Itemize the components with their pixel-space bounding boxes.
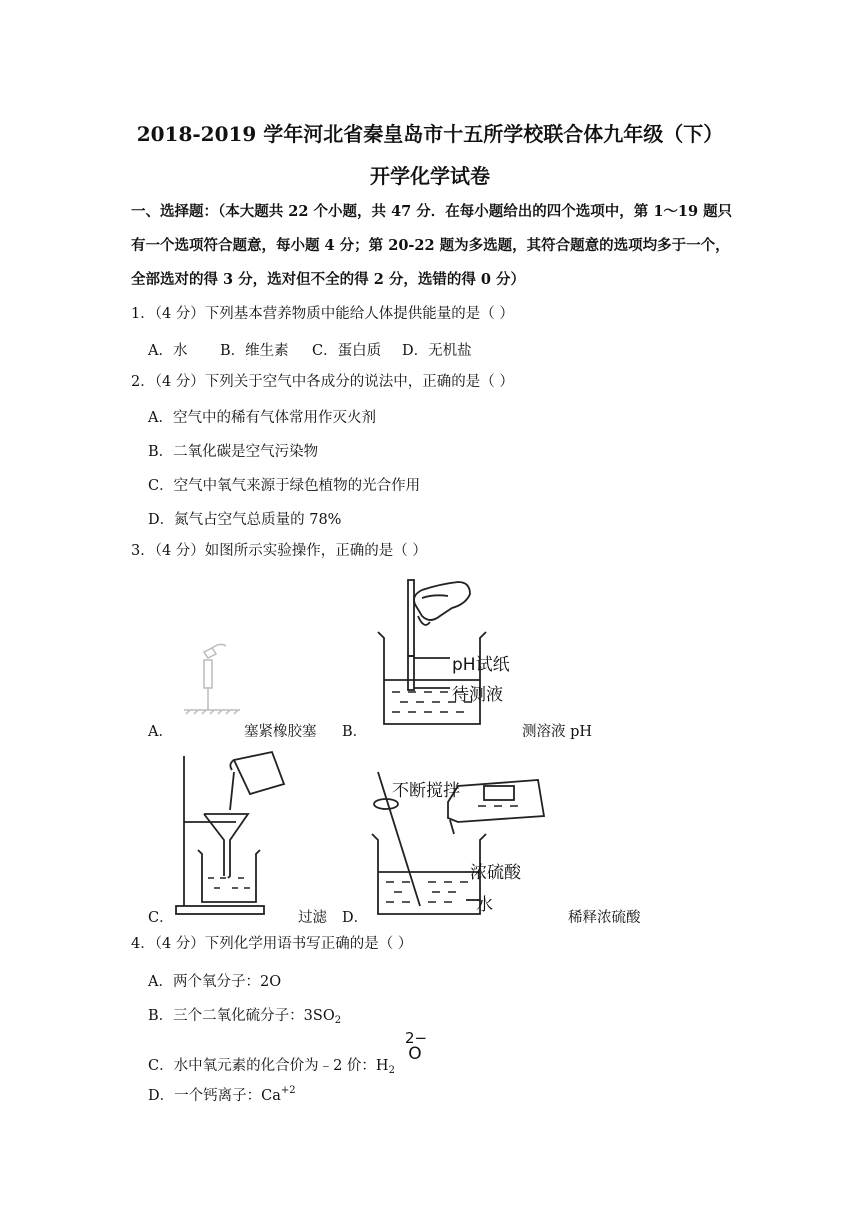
q3-option-a-caption: 塞紧橡胶塞 [244, 724, 317, 740]
q2-option-d: D．氮气占空气总质量的 78% [148, 512, 342, 528]
question-3-stem: 3．（4 分）如图所示实验操作，正确的是（ ） [131, 543, 427, 559]
q3-option-c-caption: 过滤 [298, 910, 327, 926]
q3-option-d-caption: 稀释浓硫酸 [568, 910, 641, 926]
q3-option-b-caption: 测溶液 pH [522, 724, 593, 740]
figure-a-stopper [182, 640, 242, 732]
q2-option-b: B．二氧化碳是空气污染物 [148, 444, 319, 460]
section-1-line-3: 全部选对的得 3 分，选对但不全的得 2 分，选错的得 0 分） [131, 271, 526, 288]
q3-option-d-label: D． [342, 910, 369, 926]
q4-option-c-charge: 2− [405, 1029, 428, 1047]
figure-d-acid-label: 浓硫酸 [470, 863, 521, 883]
figure-b-liquid-label: 待测液 [452, 685, 503, 705]
section-1-line-2: 有一个选项符合题意，每小题 4 分；第 20-22 题为多选题，其符合题意的选项均多于一个， [131, 237, 730, 254]
q4-option-c-text: C．水中氧元素的化合价为﹣2 价：H [148, 1058, 389, 1074]
q1-option-d: D．无机盐 [402, 343, 472, 359]
q4-option-c-element: O [408, 1044, 422, 1064]
q4-option-b-text: B．三个二氧化硫分子：3SO [148, 1008, 335, 1024]
figure-c-filtration [172, 748, 292, 918]
question-1-stem: 1．（4 分）下列基本营养物质中能给人体提供能量的是（ ） [131, 306, 514, 322]
title-line-2: 开学化学试卷 [370, 164, 490, 188]
q1-option-c: C．蛋白质 [312, 343, 382, 359]
q3-option-b-label: B． [342, 724, 368, 740]
q4-option-c-subscript: 2 [388, 1065, 395, 1076]
q4-option-a: A．两个氧分子：2O [148, 974, 282, 990]
question-2-stem: 2．（4 分）下列关于空气中各成分的说法中，正确的是（ ） [131, 374, 514, 390]
figure-d-water-label: 水 [476, 895, 493, 915]
q4-option-b-subscript: 2 [334, 1015, 342, 1026]
q2-option-c: C．空气中氧气来源于绿色植物的光合作用 [148, 478, 421, 494]
q4-option-d-superscript: +2 [280, 1085, 296, 1096]
q4-option-c-valence-mark [405, 1029, 428, 1064]
q1-option-a: A．水 [148, 343, 188, 359]
figure-d-stir-label: 不断搅拌 [392, 781, 460, 801]
question-4-stem: 4．（4 分）下列化学用语书写正确的是（ ） [131, 936, 413, 952]
figure-b-ph-paper-label: pH试纸 [452, 655, 510, 675]
q4-option-d-text: D．一个钙离子：Ca [148, 1088, 281, 1104]
q2-option-a: A．空气中的稀有气体常用作灭火剂 [148, 410, 376, 426]
q4-option-c [148, 1054, 395, 1076]
title-line-1: 2018-2019 学年河北省秦皇岛市十五所学校联合体九年级（下） [136, 122, 724, 146]
q1-option-b: B．维生素 [220, 343, 289, 359]
q4-option-d [148, 1084, 296, 1105]
section-1-line-1: 一、选择题：（本大题共 22 个小题，共 47 分．在每小题给出的四个选项中，第 1～19 题只 [131, 203, 733, 220]
q4-option-b [148, 1004, 341, 1026]
q3-option-c-label: C． [148, 910, 174, 926]
q3-option-a-label: A． [148, 724, 173, 740]
